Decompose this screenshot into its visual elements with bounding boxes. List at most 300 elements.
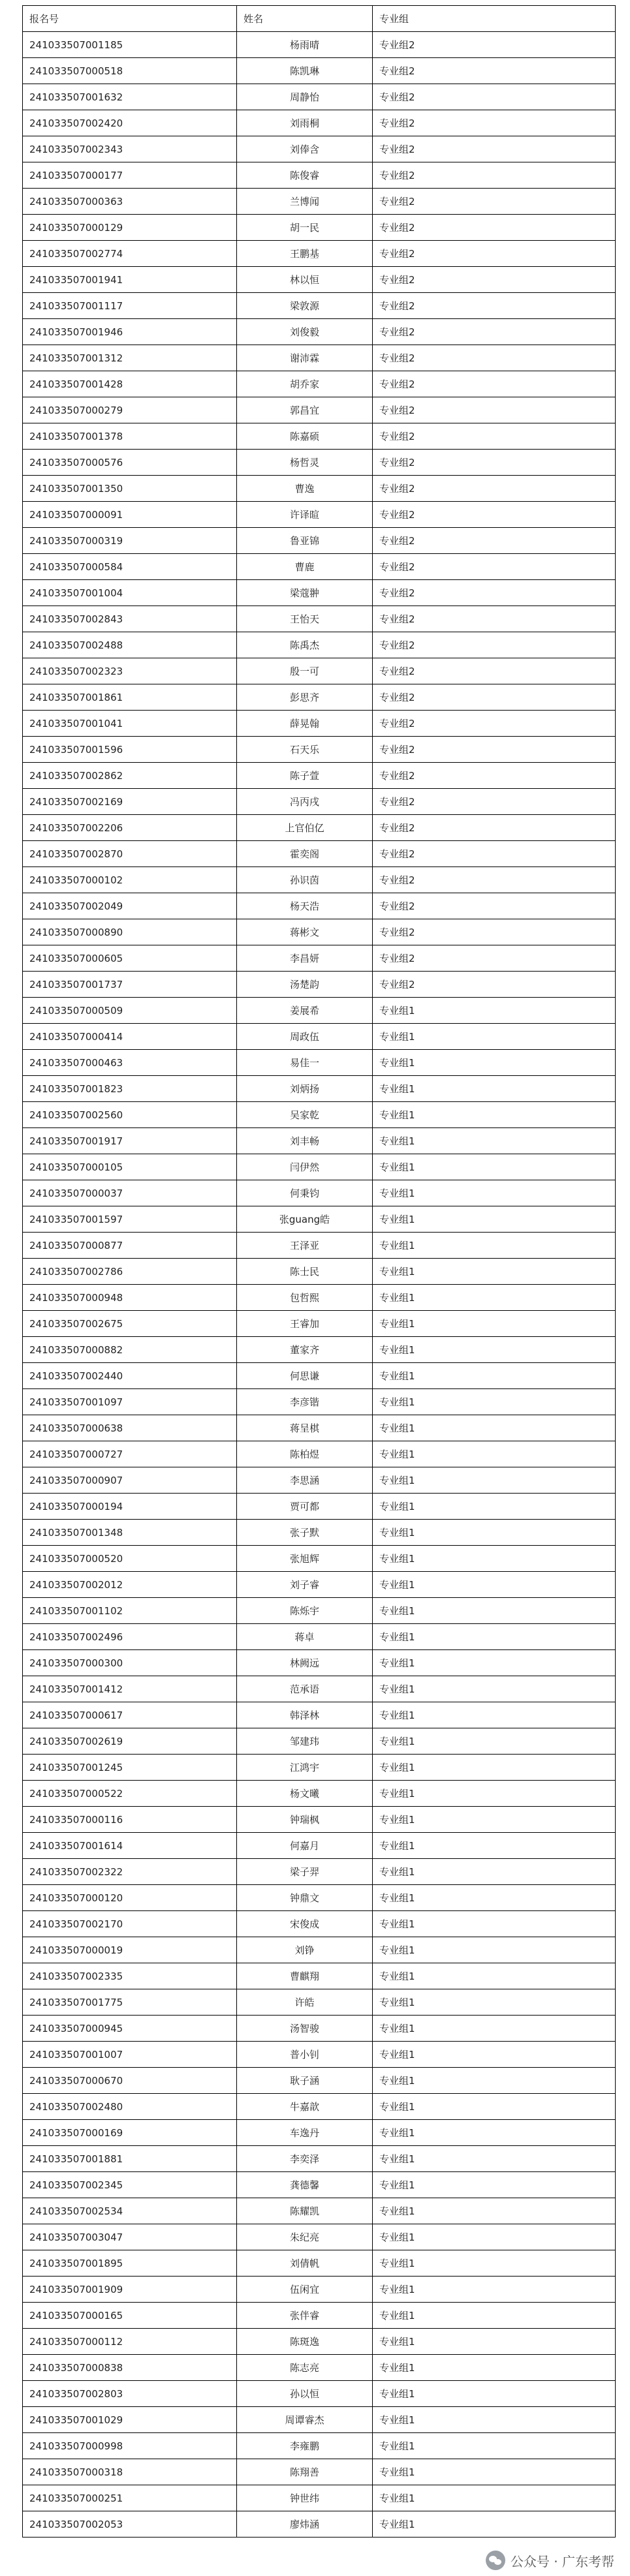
name-cell: 冯丙戌 — [237, 789, 373, 815]
name-cell: 李雍鹏 — [237, 2433, 373, 2459]
major-group-cell: 专业组1 — [373, 1233, 616, 1259]
table-row — [23, 841, 616, 867]
registration-number-cell: 241033507000890 — [23, 919, 237, 945]
major-group-cell: 专业组1 — [373, 1755, 616, 1781]
name-cell: 张子默 — [237, 1520, 373, 1546]
table-row — [23, 241, 616, 267]
table-row — [23, 162, 616, 189]
name-cell: 邹建玮 — [237, 1728, 373, 1755]
roster-table-wrapper — [22, 5, 615, 2538]
table-row — [23, 1024, 616, 1050]
table-row — [23, 580, 616, 606]
registration-number-cell: 241033507000165 — [23, 2303, 237, 2329]
name-cell: 林阙远 — [237, 1650, 373, 1676]
table-row — [23, 1520, 616, 1546]
table-row — [23, 763, 616, 789]
name-cell: 陈士民 — [237, 1259, 373, 1285]
major-group-cell: 专业组1 — [373, 1650, 616, 1676]
watermark — [486, 2547, 614, 2573]
table-row — [23, 1311, 616, 1337]
registration-number-cell: 241033507001737 — [23, 972, 237, 998]
name-cell: 上官伯亿 — [237, 815, 373, 841]
name-cell: 谢沛霖 — [237, 345, 373, 371]
major-group-cell: 专业组1 — [373, 1311, 616, 1337]
major-group-cell: 专业组1 — [373, 1441, 616, 1467]
header-registration-number: 报名号 — [23, 6, 237, 32]
registration-number-cell: 241033507001775 — [23, 1989, 237, 2016]
name-cell: 王鹏基 — [237, 241, 373, 267]
major-group-cell: 专业组1 — [373, 1989, 616, 2016]
registration-number-cell: 241033507002322 — [23, 1859, 237, 1885]
name-cell: 郭昌宜 — [237, 397, 373, 423]
major-group-cell: 专业组1 — [373, 1520, 616, 1546]
registration-number-cell: 241033507000037 — [23, 1180, 237, 1206]
registration-number-cell: 241033507002786 — [23, 1259, 237, 1285]
table-row — [23, 2303, 616, 2329]
major-group-cell: 专业组2 — [373, 945, 616, 972]
name-cell: 蒋彬文 — [237, 919, 373, 945]
major-group-cell: 专业组1 — [373, 1702, 616, 1728]
major-group-cell: 专业组1 — [373, 1598, 616, 1624]
major-group-cell: 专业组2 — [373, 789, 616, 815]
name-cell: 汤楚韵 — [237, 972, 373, 998]
table-row — [23, 450, 616, 476]
table-row — [23, 998, 616, 1024]
major-group-cell: 专业组1 — [373, 2016, 616, 2042]
registration-number-cell: 241033507000518 — [23, 58, 237, 84]
registration-number-cell: 241033507000998 — [23, 2433, 237, 2459]
registration-number-cell: 241033507000877 — [23, 1233, 237, 1259]
table-row — [23, 2355, 616, 2381]
registration-number-cell: 241033507000177 — [23, 162, 237, 189]
name-cell: 朱纪亮 — [237, 2224, 373, 2250]
major-group-cell: 专业组2 — [373, 84, 616, 110]
major-group-cell: 专业组1 — [373, 2250, 616, 2277]
registration-number-cell: 241033507000120 — [23, 1885, 237, 1911]
name-cell: 李彦锴 — [237, 1389, 373, 1415]
table-row — [23, 189, 616, 215]
table-body — [23, 32, 616, 2538]
table-header — [23, 6, 616, 32]
registration-number-cell: 241033507000945 — [23, 2016, 237, 2042]
table-row — [23, 2485, 616, 2511]
registration-number-cell: 241033507002619 — [23, 1728, 237, 1755]
major-group-cell: 专业组2 — [373, 763, 616, 789]
name-cell: 刘丰畅 — [237, 1128, 373, 1154]
major-group-cell: 专业组1 — [373, 1728, 616, 1755]
major-group-cell: 专业组1 — [373, 2511, 616, 2538]
table-row — [23, 1676, 616, 1702]
table-row — [23, 554, 616, 580]
table-row — [23, 2224, 616, 2250]
registration-number-cell: 241033507000463 — [23, 1050, 237, 1076]
table-row — [23, 1285, 616, 1311]
table-row — [23, 1363, 616, 1389]
registration-number-cell: 241033507000251 — [23, 2485, 237, 2511]
table-row — [23, 2433, 616, 2459]
table-row — [23, 1728, 616, 1755]
registration-number-cell: 241033507000670 — [23, 2068, 237, 2094]
registration-number-cell: 241033507001861 — [23, 684, 237, 711]
major-group-cell: 专业组1 — [373, 2485, 616, 2511]
major-group-cell: 专业组1 — [373, 2459, 616, 2485]
roster-table — [22, 5, 616, 2538]
table-row — [23, 84, 616, 110]
registration-number-cell: 241033507000091 — [23, 502, 237, 528]
name-cell: 彭思齐 — [237, 684, 373, 711]
name-cell: 范承语 — [237, 1676, 373, 1702]
name-cell: 陈凯琳 — [237, 58, 373, 84]
table-row — [23, 2198, 616, 2224]
name-cell: 张guang皓 — [237, 1206, 373, 1233]
registration-number-cell: 241033507002049 — [23, 893, 237, 919]
table-row — [23, 684, 616, 711]
name-cell: 陈禹杰 — [237, 632, 373, 658]
table-row — [23, 1050, 616, 1076]
registration-number-cell: 241033507002675 — [23, 1311, 237, 1337]
name-cell: 蒋呈棋 — [237, 1415, 373, 1441]
registration-number-cell: 241033507000279 — [23, 397, 237, 423]
table-row — [23, 919, 616, 945]
table-row — [23, 1755, 616, 1781]
table-row — [23, 1154, 616, 1180]
table-row — [23, 1624, 616, 1650]
table-row — [23, 711, 616, 737]
major-group-cell: 专业组1 — [373, 1885, 616, 1911]
registration-number-cell: 241033507000838 — [23, 2355, 237, 2381]
table-row — [23, 1989, 616, 2016]
name-cell: 刘俊毅 — [237, 319, 373, 345]
name-cell: 钟鼎文 — [237, 1885, 373, 1911]
name-cell: 许皓 — [237, 1989, 373, 2016]
table-row — [23, 815, 616, 841]
major-group-cell: 专业组1 — [373, 1050, 616, 1076]
registration-number-cell: 241033507002343 — [23, 136, 237, 162]
major-group-cell: 专业组1 — [373, 2355, 616, 2381]
major-group-cell: 专业组2 — [373, 502, 616, 528]
table-row — [23, 1963, 616, 1989]
major-group-cell: 专业组2 — [373, 423, 616, 450]
table-row — [23, 945, 616, 972]
major-group-cell: 专业组2 — [373, 972, 616, 998]
name-cell: 钟世纬 — [237, 2485, 373, 2511]
table-row — [23, 528, 616, 554]
name-cell: 钟瑞枫 — [237, 1807, 373, 1833]
major-group-cell: 专业组2 — [373, 711, 616, 737]
table-row — [23, 2068, 616, 2094]
major-group-cell: 专业组1 — [373, 2381, 616, 2407]
name-cell: 易佳一 — [237, 1050, 373, 1076]
registration-number-cell: 241033507002345 — [23, 2172, 237, 2198]
major-group-cell: 专业组1 — [373, 1807, 616, 1833]
table-row — [23, 2459, 616, 2485]
table-row — [23, 737, 616, 763]
major-group-cell: 专业组1 — [373, 2120, 616, 2146]
table-row — [23, 789, 616, 815]
registration-number-cell: 241033507001881 — [23, 2146, 237, 2172]
major-group-cell: 专业组2 — [373, 319, 616, 345]
major-group-cell: 专业组2 — [373, 632, 616, 658]
registration-number-cell: 241033507000194 — [23, 1494, 237, 1520]
major-group-cell: 专业组2 — [373, 867, 616, 893]
registration-number-cell: 241033507002870 — [23, 841, 237, 867]
registration-number-cell: 241033507000319 — [23, 528, 237, 554]
major-group-cell: 专业组1 — [373, 1180, 616, 1206]
major-group-cell: 专业组2 — [373, 110, 616, 136]
table-row — [23, 1885, 616, 1911]
major-group-cell: 专业组2 — [373, 528, 616, 554]
name-cell: 石天乐 — [237, 737, 373, 763]
major-group-cell: 专业组2 — [373, 658, 616, 684]
registration-number-cell: 241033507001117 — [23, 293, 237, 319]
major-group-cell: 专业组2 — [373, 162, 616, 189]
name-cell: 刘倩帆 — [237, 2250, 373, 2277]
registration-number-cell: 241033507002012 — [23, 1572, 237, 1598]
registration-number-cell: 241033507000882 — [23, 1337, 237, 1363]
table-row — [23, 1702, 616, 1728]
registration-number-cell: 241033507001029 — [23, 2407, 237, 2433]
table-row — [23, 2016, 616, 2042]
registration-number-cell: 241033507000112 — [23, 2329, 237, 2355]
registration-number-cell: 241033507000105 — [23, 1154, 237, 1180]
major-group-cell: 专业组1 — [373, 1259, 616, 1285]
table-row — [23, 423, 616, 450]
major-group-cell: 专业组1 — [373, 1128, 616, 1154]
major-group-cell: 专业组2 — [373, 476, 616, 502]
registration-number-cell: 241033507002420 — [23, 110, 237, 136]
registration-number-cell: 241033507002862 — [23, 763, 237, 789]
name-cell: 陈耀凯 — [237, 2198, 373, 2224]
table-row — [23, 1389, 616, 1415]
major-group-cell: 专业组1 — [373, 2146, 616, 2172]
registration-number-cell: 241033507002206 — [23, 815, 237, 841]
registration-number-cell: 241033507001350 — [23, 476, 237, 502]
major-group-cell: 专业组1 — [373, 1624, 616, 1650]
registration-number-cell: 241033507001007 — [23, 2042, 237, 2068]
major-group-cell: 专业组2 — [373, 737, 616, 763]
registration-number-cell: 241033507000617 — [23, 1702, 237, 1728]
name-cell: 薛晃翰 — [237, 711, 373, 737]
registration-number-cell: 241033507002803 — [23, 2381, 237, 2407]
registration-number-cell: 241033507001097 — [23, 1389, 237, 1415]
registration-number-cell: 241033507000318 — [23, 2459, 237, 2485]
registration-number-cell: 241033507000576 — [23, 450, 237, 476]
table-row — [23, 1415, 616, 1441]
name-cell: 孙以恒 — [237, 2381, 373, 2407]
name-cell: 陈志亮 — [237, 2355, 373, 2381]
registration-number-cell: 241033507002440 — [23, 1363, 237, 1389]
name-cell: 蒋卓 — [237, 1624, 373, 1650]
registration-number-cell: 241033507000509 — [23, 998, 237, 1024]
name-cell: 李奕泽 — [237, 2146, 373, 2172]
registration-number-cell: 241033507000520 — [23, 1546, 237, 1572]
name-cell: 陈嘉硕 — [237, 423, 373, 450]
table-row — [23, 1259, 616, 1285]
name-cell: 陈烁宇 — [237, 1598, 373, 1624]
name-cell: 王泽亚 — [237, 1233, 373, 1259]
registration-number-cell: 241033507000948 — [23, 1285, 237, 1311]
table-row — [23, 1467, 616, 1494]
registration-number-cell: 241033507001245 — [23, 1755, 237, 1781]
name-cell: 陈柏煜 — [237, 1441, 373, 1467]
table-row — [23, 136, 616, 162]
registration-number-cell: 241033507001909 — [23, 2277, 237, 2303]
major-group-cell: 专业组2 — [373, 841, 616, 867]
major-group-cell: 专业组1 — [373, 2042, 616, 2068]
name-cell: 车逸丹 — [237, 2120, 373, 2146]
name-cell: 陈翔善 — [237, 2459, 373, 2485]
major-group-cell: 专业组1 — [373, 1154, 616, 1180]
major-group-cell: 专业组1 — [373, 2198, 616, 2224]
name-cell: 王怡天 — [237, 606, 373, 632]
registration-number-cell: 241033507001596 — [23, 737, 237, 763]
major-group-cell: 专业组2 — [373, 136, 616, 162]
name-cell: 王睿加 — [237, 1311, 373, 1337]
major-group-cell: 专业组2 — [373, 554, 616, 580]
table-row — [23, 371, 616, 397]
table-row — [23, 1572, 616, 1598]
name-cell: 孙识茵 — [237, 867, 373, 893]
major-group-cell: 专业组2 — [373, 606, 616, 632]
major-group-cell: 专业组1 — [373, 2172, 616, 2198]
name-cell: 兰博闻 — [237, 189, 373, 215]
registration-number-cell: 241033507002323 — [23, 658, 237, 684]
name-cell: 林以恒 — [237, 267, 373, 293]
registration-number-cell: 241033507003047 — [23, 2224, 237, 2250]
table-row — [23, 893, 616, 919]
table-row — [23, 972, 616, 998]
major-group-cell: 专业组1 — [373, 1389, 616, 1415]
registration-number-cell: 241033507000129 — [23, 215, 237, 241]
name-cell: 张伴睿 — [237, 2303, 373, 2329]
name-cell: 牛嘉歆 — [237, 2094, 373, 2120]
table-row — [23, 215, 616, 241]
name-cell: 张旭辉 — [237, 1546, 373, 1572]
header-name: 姓名 — [237, 6, 373, 32]
table-row — [23, 2381, 616, 2407]
name-cell: 周谭睿杰 — [237, 2407, 373, 2433]
wechat-icon — [486, 2551, 505, 2570]
name-cell: 何嘉月 — [237, 1833, 373, 1859]
table-row — [23, 319, 616, 345]
name-cell: 廖炜涵 — [237, 2511, 373, 2538]
major-group-cell: 专业组1 — [373, 1467, 616, 1494]
table-row — [23, 2329, 616, 2355]
registration-number-cell: 241033507001004 — [23, 580, 237, 606]
registration-number-cell: 241033507001348 — [23, 1520, 237, 1546]
name-cell: 何秉钧 — [237, 1180, 373, 1206]
registration-number-cell: 241033507001378 — [23, 423, 237, 450]
major-group-cell: 专业组1 — [373, 1676, 616, 1702]
name-cell: 周政伍 — [237, 1024, 373, 1050]
table-row — [23, 1337, 616, 1363]
name-cell: 梁蔻翀 — [237, 580, 373, 606]
major-group-cell: 专业组2 — [373, 267, 616, 293]
name-cell: 曹逸 — [237, 476, 373, 502]
major-group-cell: 专业组2 — [373, 684, 616, 711]
major-group-cell: 专业组1 — [373, 2277, 616, 2303]
major-group-cell: 专业组1 — [373, 2407, 616, 2433]
registration-number-cell: 241033507000300 — [23, 1650, 237, 1676]
name-cell: 刘俸含 — [237, 136, 373, 162]
registration-number-cell: 241033507001895 — [23, 2250, 237, 2277]
registration-number-cell: 241033507001632 — [23, 84, 237, 110]
name-cell: 吴家乾 — [237, 1102, 373, 1128]
table-row — [23, 397, 616, 423]
table-row — [23, 2094, 616, 2120]
table-row — [23, 2511, 616, 2538]
table-row — [23, 1128, 616, 1154]
table-row — [23, 606, 616, 632]
registration-number-cell: 241033507000605 — [23, 945, 237, 972]
name-cell: 刘铮 — [237, 1937, 373, 1963]
major-group-cell: 专业组2 — [373, 450, 616, 476]
registration-number-cell: 241033507001041 — [23, 711, 237, 737]
registration-number-cell: 241033507002774 — [23, 241, 237, 267]
major-group-cell: 专业组2 — [373, 293, 616, 319]
major-group-cell: 专业组1 — [373, 2303, 616, 2329]
major-group-cell: 专业组1 — [373, 1963, 616, 1989]
registration-number-cell: 241033507001941 — [23, 267, 237, 293]
table-row — [23, 1102, 616, 1128]
major-group-cell: 专业组1 — [373, 1285, 616, 1311]
registration-number-cell: 241033507001102 — [23, 1598, 237, 1624]
name-cell: 江鸿宇 — [237, 1755, 373, 1781]
table-row — [23, 2120, 616, 2146]
table-row — [23, 1650, 616, 1676]
registration-number-cell: 241033507000102 — [23, 867, 237, 893]
major-group-cell: 专业组1 — [373, 1572, 616, 1598]
table-row — [23, 345, 616, 371]
registration-number-cell: 241033507000638 — [23, 1415, 237, 1441]
table-row — [23, 502, 616, 528]
name-cell: 杨天浩 — [237, 893, 373, 919]
name-cell: 许译暄 — [237, 502, 373, 528]
table-row — [23, 2277, 616, 2303]
table-row — [23, 1911, 616, 1937]
name-cell: 龚德馨 — [237, 2172, 373, 2198]
major-group-cell: 专业组2 — [373, 58, 616, 84]
name-cell: 李昌妍 — [237, 945, 373, 972]
name-cell: 刘子睿 — [237, 1572, 373, 1598]
major-group-cell: 专业组1 — [373, 2329, 616, 2355]
registration-number-cell: 241033507001823 — [23, 1076, 237, 1102]
major-group-cell: 专业组1 — [373, 2068, 616, 2094]
major-group-cell: 专业组1 — [373, 1024, 616, 1050]
name-cell: 何思谦 — [237, 1363, 373, 1389]
registration-number-cell: 241033507002053 — [23, 2511, 237, 2538]
registration-number-cell: 241033507002480 — [23, 2094, 237, 2120]
major-group-cell: 专业组1 — [373, 1833, 616, 1859]
registration-number-cell: 241033507001412 — [23, 1676, 237, 1702]
table-row — [23, 1937, 616, 1963]
major-group-cell: 专业组2 — [373, 32, 616, 58]
major-group-cell: 专业组1 — [373, 1937, 616, 1963]
major-group-cell: 专业组1 — [373, 1546, 616, 1572]
major-group-cell: 专业组2 — [373, 215, 616, 241]
major-group-cell: 专业组2 — [373, 815, 616, 841]
table-row — [23, 1441, 616, 1467]
name-cell: 刘雨桐 — [237, 110, 373, 136]
registration-number-cell: 241033507000019 — [23, 1937, 237, 1963]
major-group-cell: 专业组2 — [373, 580, 616, 606]
table-row — [23, 1598, 616, 1624]
registration-number-cell: 241033507002496 — [23, 1624, 237, 1650]
table-row — [23, 1859, 616, 1885]
registration-number-cell: 241033507000727 — [23, 1441, 237, 1467]
registration-number-cell: 241033507002335 — [23, 1963, 237, 1989]
registration-number-cell: 241033507001312 — [23, 345, 237, 371]
